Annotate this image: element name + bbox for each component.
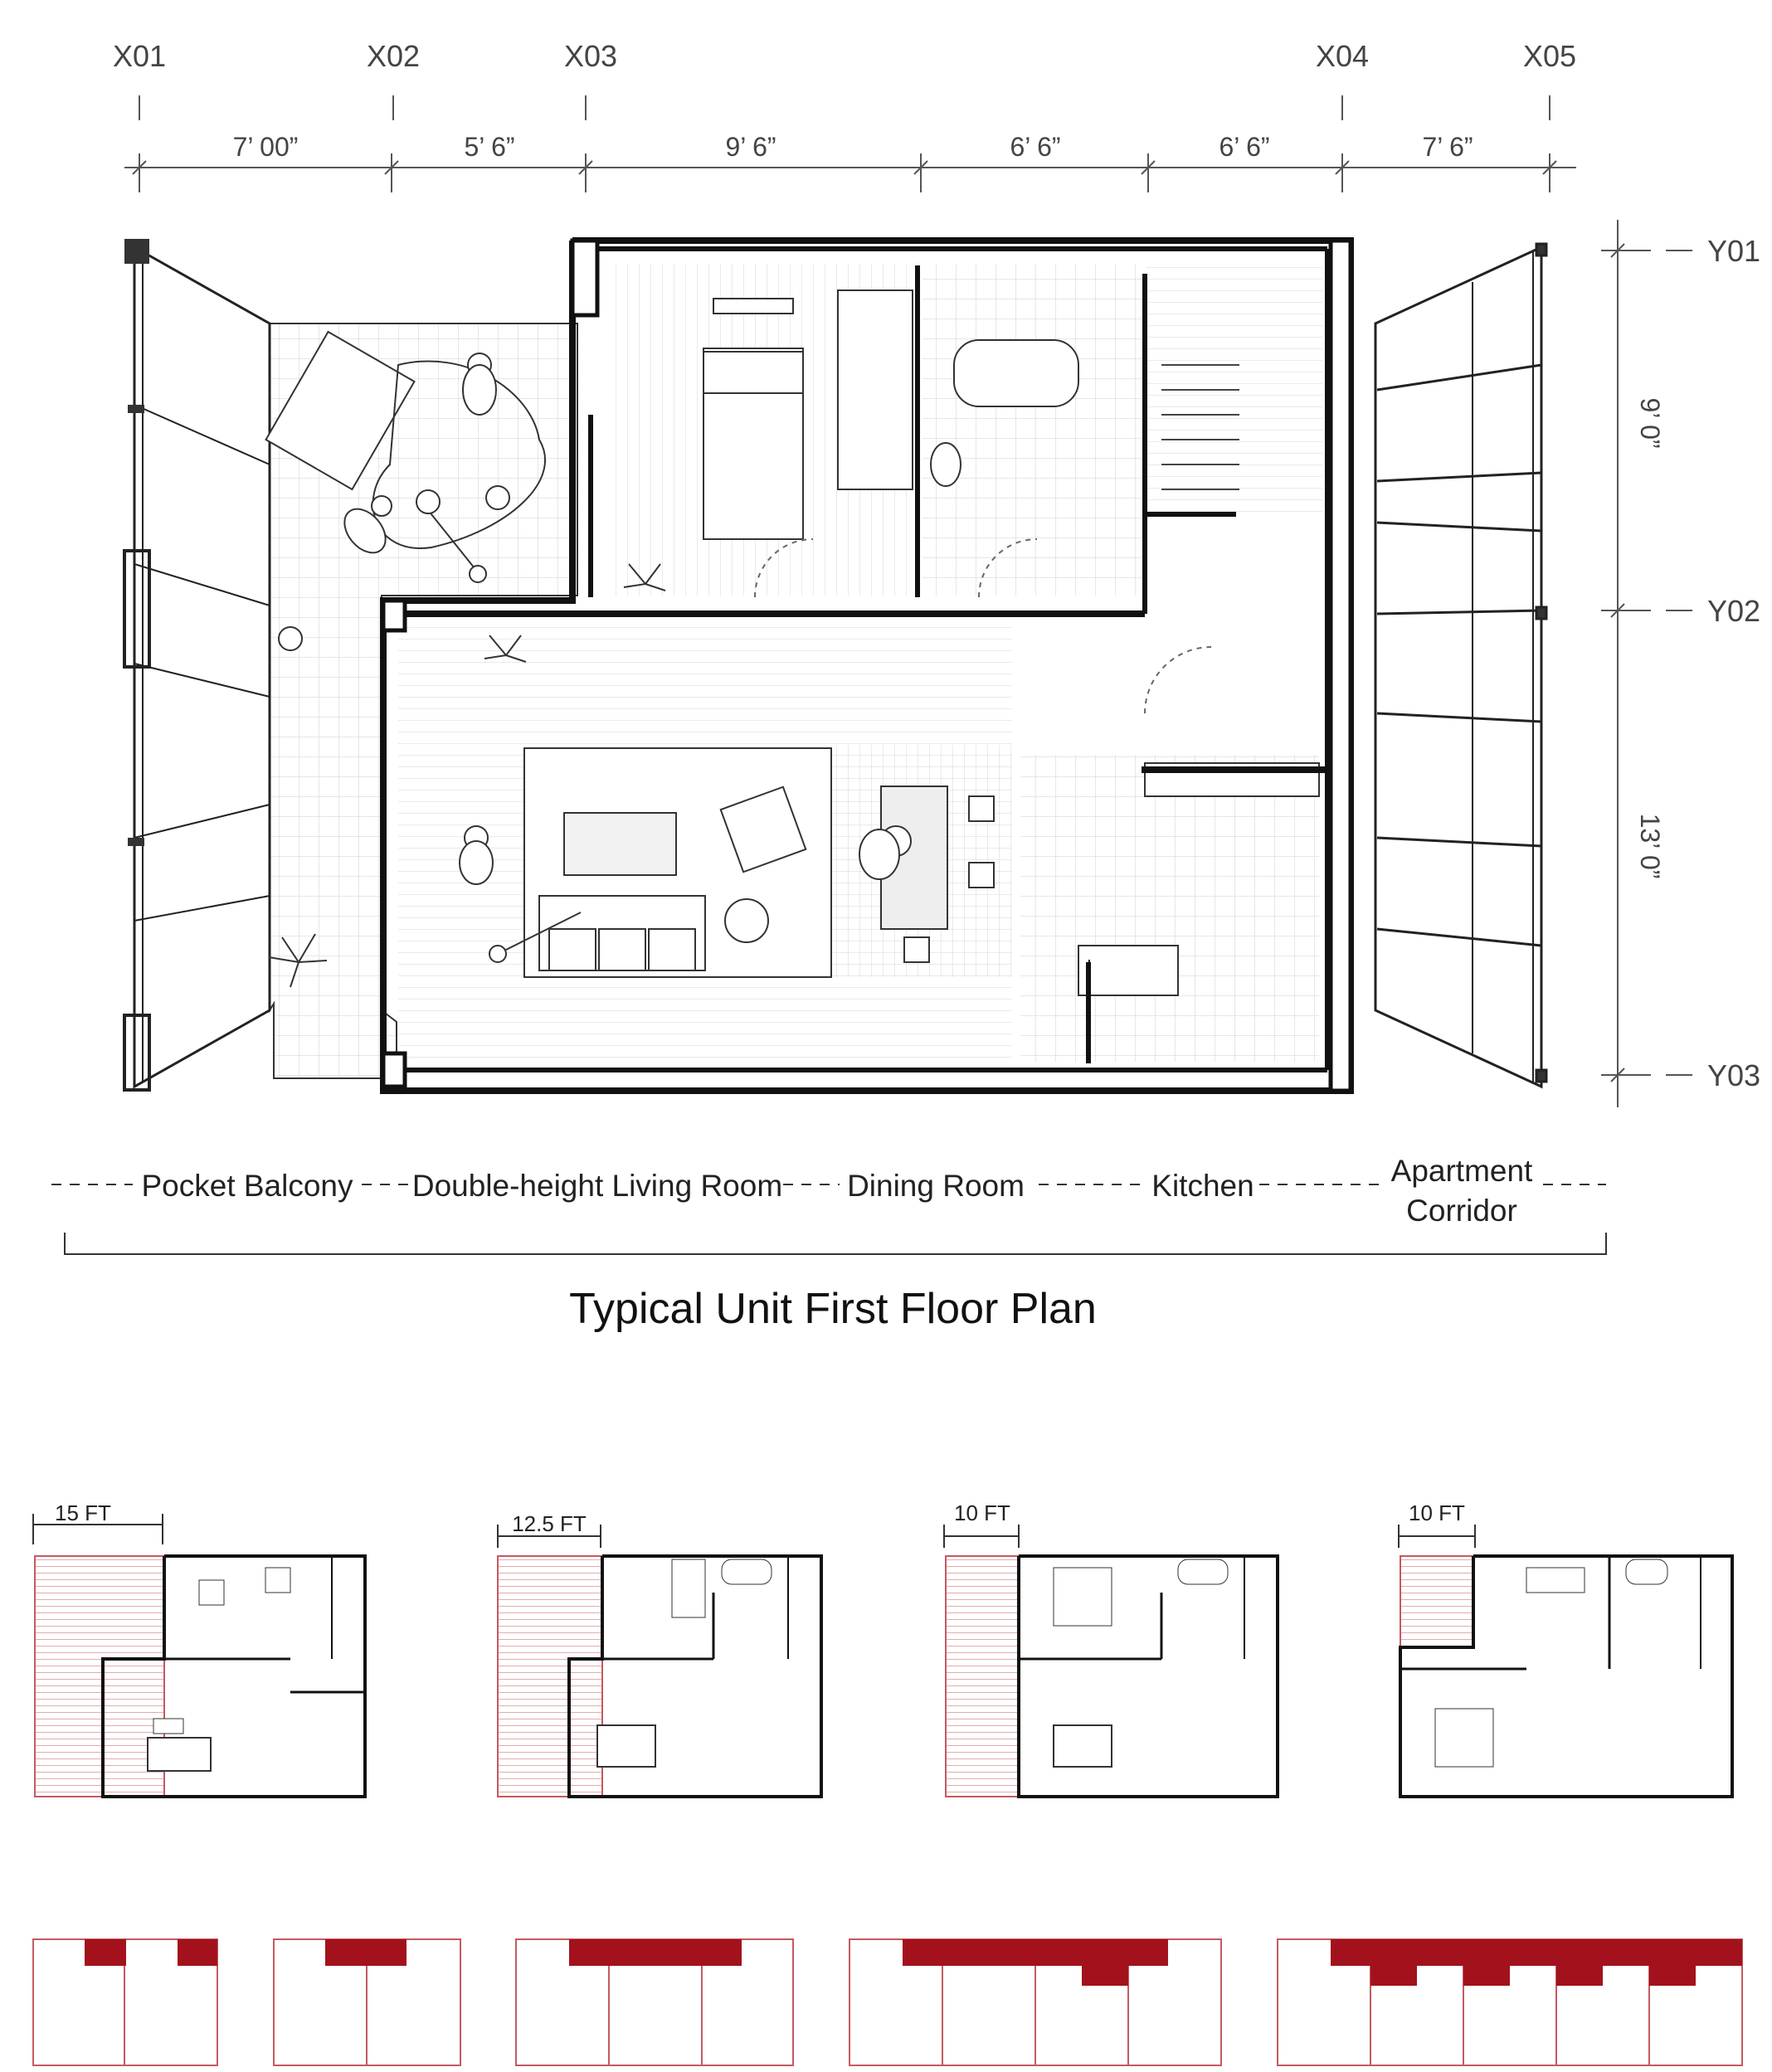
variant-4-balcony [1400,1556,1473,1647]
grid-label-x03: X03 [563,39,618,73]
dim-x04-x05: 7’ 6” [1422,132,1473,162]
floor-plan [124,239,1546,1091]
zone-corridor-line2: Corridor [1406,1194,1517,1228]
dim-x01-x02: 7’ 00” [232,132,299,162]
variant-3-balcony-label: 10 FT [954,1500,1010,1525]
bathtub [954,340,1078,406]
kitchen-floor [1020,755,1319,1062]
grid-y-labels [1707,234,1760,1092]
dim-y01-y02: 9’ 0” [1635,397,1665,449]
plan-title: Typical Unit First Floor Plan [569,1285,1097,1333]
dim-mid-a: 6’ 6” [1010,132,1061,162]
variant-2-balcony [498,1556,602,1797]
grid-label-x04: X04 [1315,39,1370,73]
variant-1-balcony [35,1556,164,1797]
grid-x-ticks [124,95,1576,192]
dim-x02-x03: 5’ 6” [464,132,515,162]
bathroom-floor [923,264,1146,596]
bedroom-wardrobe [838,290,913,489]
unit-variant-4 [1399,1500,1732,1797]
unit-variant-1 [33,1500,365,1797]
grid-label-y02: Y02 [1707,594,1761,628]
grid-label-x05: X05 [1522,39,1577,73]
variant-4-balcony-label: 10 FT [1409,1500,1465,1525]
zone-kitchen: Kitchen [1151,1169,1254,1203]
coffee-table [564,813,676,875]
grid-y-lines [1601,220,1692,1107]
dim-mid-x04: 6’ 6” [1219,132,1270,162]
variant-3-balcony [946,1556,1019,1797]
unit-variant-3 [944,1500,1278,1797]
grid-x-dimensions [233,132,1473,162]
dim-y02-y03: 13’ 0” [1635,813,1665,879]
grid-label-x02: X02 [366,39,421,73]
zone-pocket-balcony: Pocket Balcony [141,1169,353,1203]
variant-1-balcony-label: 15 FT [55,1500,111,1525]
zone-living-room: Double-height Living Room [411,1169,783,1203]
zone-corridor-line1: Apartment [1390,1154,1533,1188]
zone-bracket [65,1233,1606,1254]
grid-label-y03: Y03 [1707,1058,1761,1092]
zone-dining-room: Dining Room [847,1169,1025,1203]
dim-x03-mid: 9’ 6” [725,132,776,162]
grid-label-y01: Y01 [1707,234,1761,268]
unit-variant-2 [498,1511,821,1797]
stair-floor [1146,264,1322,513]
zone-strip [51,1154,1606,1254]
corridor-glass-screens [1375,244,1546,1087]
grid-y-dimensions [1635,397,1665,878]
kitchen-range [1078,946,1178,995]
toilet [931,443,961,486]
grid-label-x01: X01 [112,39,167,73]
balcony-glass-screens [134,247,270,1087]
massing-diagrams [33,1939,1742,2065]
variant-2-balcony-label: 12.5 FT [512,1511,587,1536]
grid-x-labels [113,39,1576,73]
